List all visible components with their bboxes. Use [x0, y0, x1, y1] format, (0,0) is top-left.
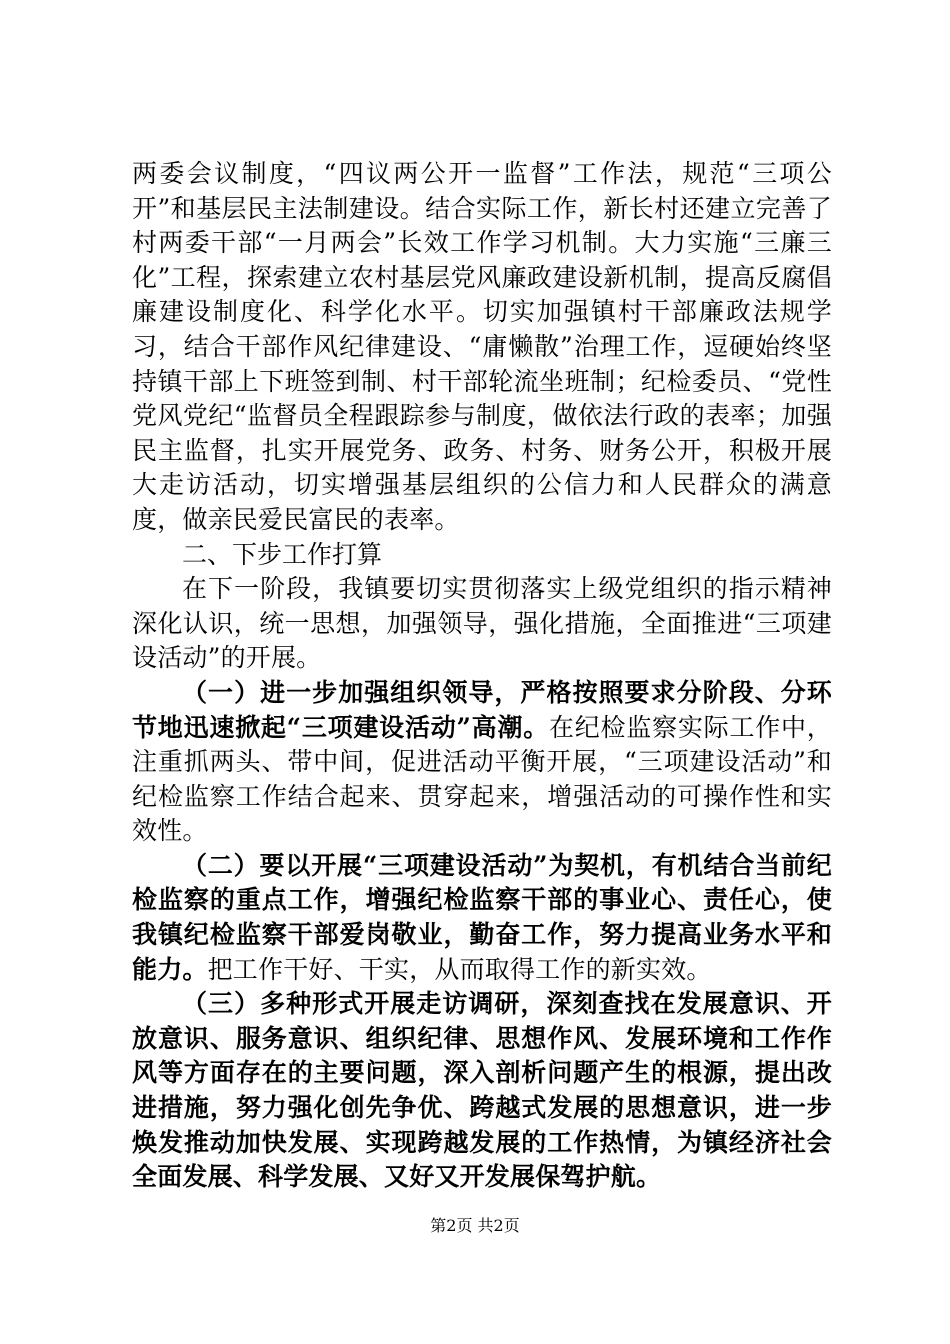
paragraph-item-two — [132, 849, 832, 987]
paragraph-item-three — [132, 987, 832, 1195]
item-two-bold-text: （二）要以开展“三项建设活动”为契机，有机结合当前纪检监察的重点工作，增强纪检监察干部的事业心、责任心，使我镇纪检监察干部爱岗敬业，勤奋工作，努力提高业务水平和能力。 — [132, 850, 832, 984]
paragraph-intro-next-steps: 在下一阶段，我镇要切实贯彻落实上级党组织的指示精神深化认识，统一思想，加强领导，强化措施，全面推进“三项建设活动”的开展。 — [132, 574, 832, 673]
item-three-bold-text: （三）多种形式开展走访调研，深刻查找在发展意识、开放意识、服务意识、组织纪律、思想作风、发展环境和工作作风等方面存在的主要问题，深入剖析问题产生的根源，提出改进措施，努力强化创先争优、跨越式发展的思想意识，进一步焕发推动加快发展、实现跨越发展的工作热情，为镇经济社会全面发展、科学发展、又好又开发展保驾护航。 — [132, 989, 832, 1192]
paragraph-item-one — [132, 676, 832, 849]
paragraph-continuation: 两委会议制度，“四议两公开一监督”工作法，规范“三项公开”和基层民主法制建设。结合实际工作，新长村还建立完善了村两委干部“一月两会”长效工作学习机制。大力实施“三廉三化”工程，探索建立农村基层党风廉政建设新机制，提高反腐倡廉建设制度化、科学化水平。切实加强镇村干部廉政法规学习，结合干部作风纪律建设、“庸懒散”治理工作，逗硬始终坚持镇干部上下班签到制、村干部轮流坐班制；纪检委员、“党性党风党纪“监督员全程跟踪参与制度，做依法行政的表率；加强民主监督，扎实开展党务、政务、村务、财务公开，积极开展大走访活动，切实增强基层组织的公信力和人民群众的满意度，做亲民爱民富民的表率。 — [132, 159, 832, 534]
section-heading-next-steps: 二、下步工作打算 — [182, 539, 383, 569]
page-number-footer: 第2页 共2页 — [430, 1216, 520, 1235]
document-body — [132, 157, 832, 1195]
item-one-body-text: 在纪检监察实际工作中，注重抓两头、带中间，促进活动平衡开展，“三项建设活动”和纪检监察工作结合起来、贯穿起来，增强活动的可操作性和实效性。 — [132, 712, 832, 846]
item-one-bold-text: （一）进一步加强组织领导，严格按照要求分阶段、分环节地迅速掀起“三项建设活动”高潮。 — [132, 677, 832, 742]
item-two-body-text: 把工作干好、干实，从而取得工作的新实效。 — [207, 954, 712, 984]
